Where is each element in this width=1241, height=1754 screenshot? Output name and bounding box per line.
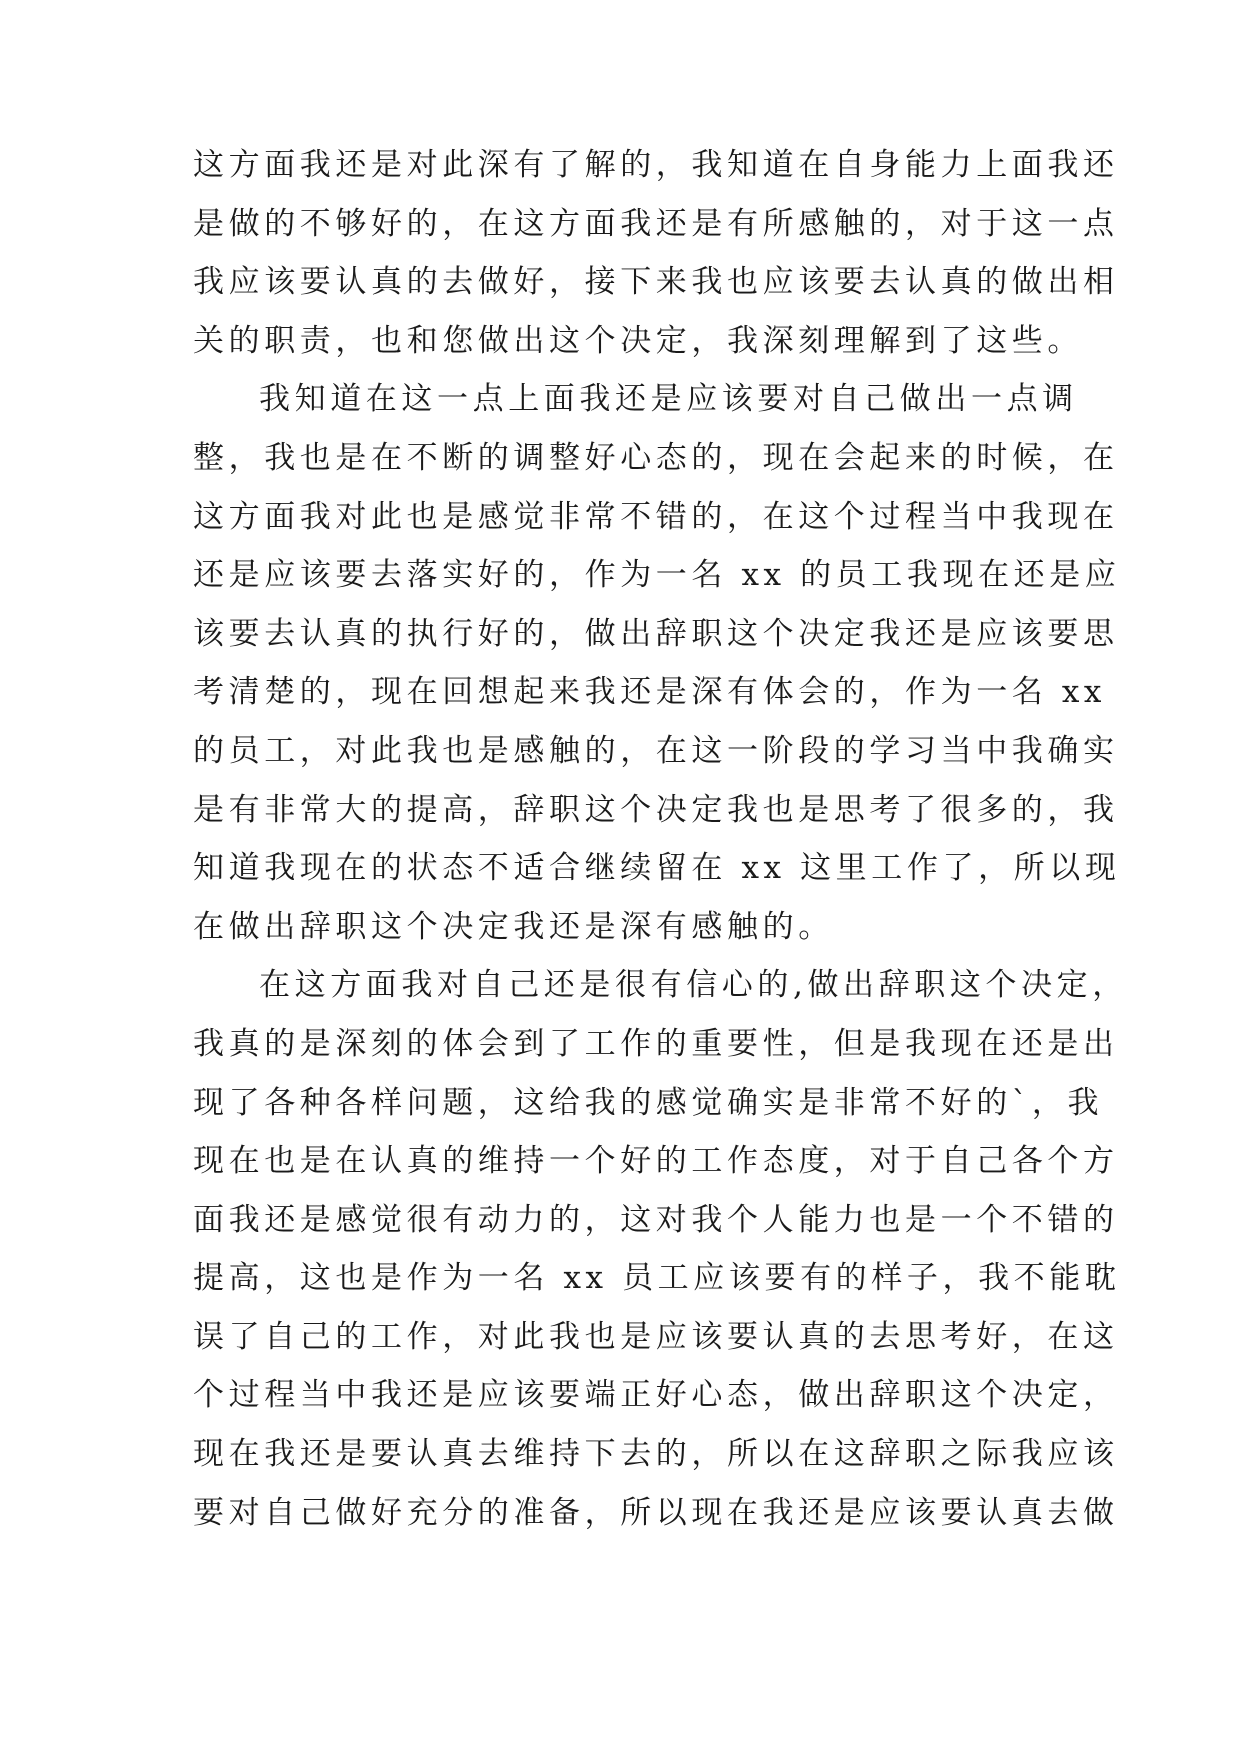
text-line: 整，我也是在不断的调整好心态的，现在会起来的时候，在 bbox=[193, 439, 1119, 476]
text-line: 提高，这也是作为一名 xx 员工应该要有的样子，我不能耽 bbox=[193, 1260, 1121, 1297]
text-line: 现在也是在认真的维持一个好的工作态度，对于自己各个方 bbox=[193, 1143, 1119, 1180]
text-line: 该要去认真的执行好的，做出辞职这个决定我还是应该要思 bbox=[193, 615, 1119, 652]
text-line: 现在我还是要认真去维持下去的，所以在这辞职之际我应该 bbox=[193, 1436, 1119, 1473]
text-line: 要对自己做好充分的准备，所以现在我还是应该要认真去做 bbox=[193, 1494, 1119, 1531]
text-line: 的员工，对此我也是感触的，在这一阶段的学习当中我确实 bbox=[193, 732, 1119, 769]
paragraph-2 bbox=[193, 370, 1121, 956]
text-line: 这方面我对此也是感觉非常不错的，在这个过程当中我现在 bbox=[193, 498, 1119, 535]
text-line: 我应该要认真的去做好，接下来我也应该要去认真的做出相 bbox=[193, 264, 1119, 301]
text-line: 在做出辞职这个决定我还是深有感触的。 bbox=[193, 908, 834, 945]
text-line: 还是应该要去落实好的，作为一名 xx 的员工我现在还是应 bbox=[193, 557, 1121, 594]
text-line: 个过程当中我还是应该要端正好心态，做出辞职这个决定， bbox=[193, 1377, 1119, 1414]
text-line: 现了各种各样问题，这给我的感觉确实是非常不好的`，我 bbox=[193, 1084, 1104, 1121]
text-line: 误了自己的工作，对此我也是应该要认真的去思考好，在这 bbox=[193, 1318, 1119, 1355]
paragraph-1 bbox=[193, 136, 1119, 370]
text-line: 考清楚的，现在回想起来我还是深有体会的，作为一名 xx bbox=[193, 674, 1107, 711]
text-line: 是有非常大的提高，辞职这个决定我也是思考了很多的，我 bbox=[193, 791, 1119, 828]
paragraph-3 bbox=[193, 956, 1128, 1542]
text-line: 我知道在这一点上面我还是应该要对自己做出一点调 bbox=[259, 381, 1078, 418]
text-line: 我真的是深刻的体会到了工作的重要性，但是我现在还是出 bbox=[193, 1025, 1119, 1062]
text-line: 在这方面我对自己还是很有信心的,做出辞职这个决定， bbox=[259, 967, 1128, 1004]
body-text bbox=[193, 136, 1128, 1542]
text-line: 关的职责，也和您做出这个决定，我深刻理解到了这些。 bbox=[193, 322, 1083, 359]
text-line: 是做的不够好的，在这方面我还是有所感触的，对于这一点 bbox=[193, 205, 1119, 242]
text-line: 面我还是感觉很有动力的，这对我个人能力也是一个不错的 bbox=[193, 1201, 1119, 1238]
text-line: 这方面我还是对此深有了解的，我知道在自身能力上面我还 bbox=[193, 147, 1119, 183]
text-line: 知道我现在的状态不适合继续留在 xx 这里工作了，所以现 bbox=[193, 850, 1121, 887]
